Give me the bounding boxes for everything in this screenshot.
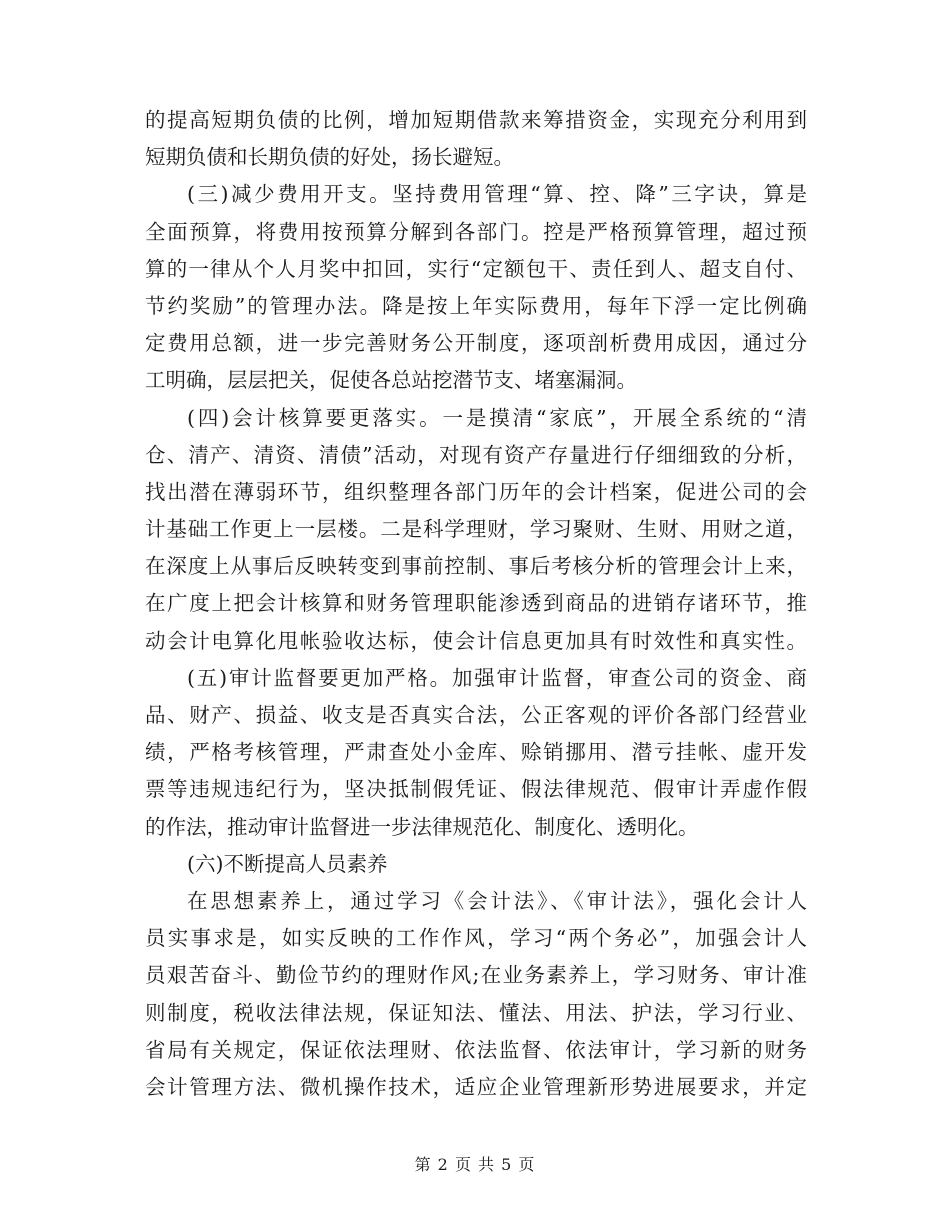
- body-text-line: 省局有关规定，保证依法理财、依法监督、依法审计，学习新的财务: [145, 1037, 807, 1062]
- body-text-line: 会计管理方法、微机操作技术，适应企业管理新形势进展要求，并定: [145, 1074, 807, 1099]
- body-text-line: 员艰苦奋斗、勤俭节约的理财作风;在业务素养上，学习财务、审计准: [145, 963, 807, 988]
- body-text-line: 动会计电算化甩帐验收达标，使会计信息更加具有时效性和真实性。: [145, 628, 807, 653]
- body-text-line: 品、财产、损益、收支是否真实合法，公正客观的评价各部门经营业: [145, 703, 807, 727]
- document-body: [145, 102, 807, 1106]
- body-text-line: (五)审计监督要更加严格。加强审计监督，审查公司的资金、商: [187, 665, 807, 690]
- body-text-line: 工明确，层层把关，促使各总站挖潜节支、堵塞漏洞。: [145, 368, 637, 393]
- body-text-line: 则制度，税收法律法规，保证知法、懂法、用法、护法，学习行业、: [145, 1000, 807, 1025]
- body-text-line: 的提高短期负债的比例，增加短期借款来筹措资金，实现充分利用到: [145, 108, 807, 132]
- body-text-line: 的作法，推动审计监督进一步法律规范化、制度化、透明化。: [145, 814, 699, 839]
- body-text-line: 全面预算，将费用按预算分解到各部门。控是严格预算管理，超过预: [145, 219, 807, 244]
- body-text-line: 仓、清产、清资、清债”活动，对现有资产存量进行仔细细致的分析，: [145, 442, 807, 467]
- body-text-line: 在思想素养上，通过学习《会计法》、《审计法》，强化会计人: [187, 888, 807, 913]
- body-text-line: 找出潜在薄弱环节，组织整理各部门历年的会计档案，促进公司的会: [145, 479, 807, 504]
- body-text-line: (六)不断提高人员素养: [187, 851, 388, 876]
- body-text-line: 绩，严格考核管理，严肃查处小金库、赊销挪用、潜亏挂帐、虚开发: [145, 740, 807, 765]
- body-text-line: (三)减少费用开支。坚持费用管理“算、控、降”三字诀，算是: [187, 182, 807, 207]
- body-text-line: 定费用总额，进一步完善财务公开制度，逐项剖析费用成因，通过分: [145, 331, 807, 356]
- body-text-line: 票等违规违纪行为，坚决抵制假凭证、假法律规范、假审计弄虚作假: [145, 777, 807, 802]
- body-text-line: 员实事求是，如实反映的工作作风，学习“两个务必”，加强会计人: [145, 926, 807, 951]
- body-text-line: 在深度上从事后反映转变到事前控制、事后考核分析的管理会计上来，: [145, 554, 807, 579]
- body-text-line: 节约奖励”的管理办法。降是按上年实际费用，每年下浮一定比例确: [145, 293, 807, 318]
- body-text-line: 在广度上把会计核算和财务管理职能渗透到商品的进销存诸环节，推: [145, 591, 807, 616]
- body-text-line: 算的一律从个人月奖中扣回，实行“定额包干、责任到人、超支自付、: [145, 256, 807, 281]
- page-number-footer: 第 2 页 共 5 页: [414, 1155, 536, 1174]
- body-text-line: 短期负债和长期负债的好处，扬长避短。: [145, 145, 514, 170]
- body-text-line: 计基础工作更上一层楼。二是科学理财，学习聚财、生财、用财之道，: [145, 517, 807, 542]
- body-text-line: (四)会计核算要更落实。一是摸清“家底”，开展全系统的“清: [187, 405, 807, 430]
